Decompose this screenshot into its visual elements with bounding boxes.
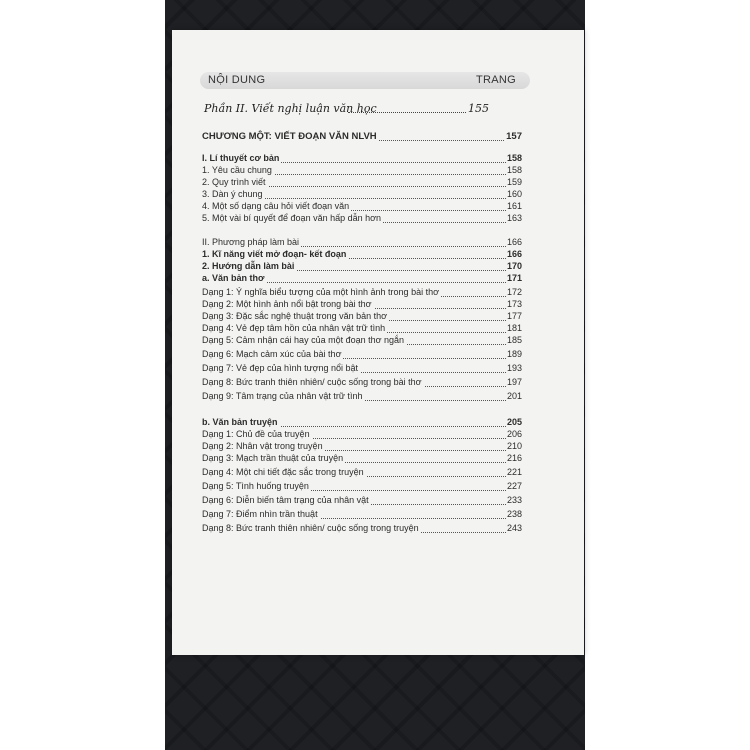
toc-entry-title: Dạng 3: Đặc sắc nghệ thuật trong văn bản thơ: [202, 311, 388, 321]
toc-entry: [202, 363, 522, 377]
toc-entry-page: 227: [506, 481, 522, 491]
toc-entry: [202, 467, 522, 481]
toc-entry-title: 1. Yêu cầu chung: [202, 165, 272, 175]
toc-entry-page: 160: [506, 189, 522, 199]
toc-entry-page: 193: [506, 363, 522, 373]
toc-entry-title: Dạng 1: Ý nghĩa biểu tượng của một hình ảnh trong bài thơ: [202, 287, 439, 297]
toc-entry-page: 197: [506, 377, 522, 387]
toc-entry-title: II. Phương pháp làm bài: [202, 237, 299, 247]
toc-entry-title: 2. Hướng dẫn làm bài: [202, 261, 295, 271]
toc-entry-title: 1. Kĩ năng viết mở đoạn- kết đoạn: [202, 249, 347, 259]
part-title: Phần II. Viết nghị luận văn học: [204, 102, 377, 115]
toc-entry-page: 172: [506, 287, 522, 297]
toc-entry-page: 210: [506, 441, 522, 451]
toc-entry-page: 243: [506, 523, 522, 533]
toc-entry-page: 177: [506, 311, 522, 321]
toc-entry-title: Dạng 2: Một hình ảnh nổi bật trong bài thơ: [202, 299, 372, 309]
toc-entry-page: 205: [506, 417, 522, 427]
toc-entry-page: 159: [506, 177, 522, 187]
toc-entry-page: 216: [506, 453, 522, 463]
toc-entry-page: 189: [506, 349, 522, 359]
part-dot-leader: [348, 112, 466, 113]
toc-entry-title: Dạng 6: Diễn biến tâm trạng của nhân vật: [202, 495, 369, 505]
toc-entry-title: b. Văn bản truyện: [202, 417, 278, 427]
toc-entry-page: 173: [506, 299, 522, 309]
toc-entry: [202, 377, 522, 391]
toc-entry: [202, 509, 522, 523]
toc-entry-page: 166: [506, 237, 522, 247]
toc-entry-title: I. Lí thuyết cơ bản: [202, 153, 280, 163]
toc-entry: [202, 495, 522, 509]
toc-entry-page: 171: [506, 273, 522, 283]
toc-entry-title: Dạng 1: Chủ đề của truyện: [202, 429, 310, 439]
toc-entry: [202, 523, 522, 537]
toc-entry-title: 5. Một vài bí quyết để đoạn văn hấp dẫn hơn: [202, 213, 382, 223]
book-page: [172, 30, 584, 655]
toc-entry: [202, 273, 522, 287]
toc-entry-page: 157: [506, 131, 522, 142]
toc-entry-page: 185: [506, 335, 522, 345]
toc-entry-page: 161: [506, 201, 522, 211]
toc-entry-page: 206: [506, 429, 522, 439]
toc-entry-page: 201: [506, 391, 522, 401]
toc-entry: [202, 391, 522, 405]
toc-entry-page: 233: [506, 495, 522, 505]
toc-entry-title: Dạng 5: Tình huống truyện: [202, 481, 309, 491]
part-page: 155: [468, 102, 489, 115]
toc-entry: [202, 349, 522, 363]
toc-entry-title: Dạng 7: Vẻ đẹp của hình tượng nổi bật: [202, 363, 359, 373]
toc-entry-title: Dạng 4: Vẻ đẹp tâm hồn của nhân vật trữ tình: [202, 323, 386, 333]
toc-entry-page: 221: [506, 467, 522, 477]
toc-header: [200, 72, 530, 89]
header-contents-label: NỘI DUNG: [208, 74, 266, 86]
toc-entry-title: Dạng 5: Cảm nhận cái hay của một đoạn thơ ngắn: [202, 335, 405, 345]
toc-entry: [202, 453, 522, 467]
toc-entry-title: 2. Quy trình viết: [202, 177, 266, 187]
toc-entry-page: 158: [506, 165, 522, 175]
toc-entry-page: 158: [506, 153, 522, 163]
toc-entry-title: 4. Một số dạng câu hỏi viết đoạn văn: [202, 201, 350, 211]
toc-entry-page: 170: [506, 261, 522, 271]
toc-entry-title: Dạng 3: Mạch trần thuật của truyện: [202, 453, 344, 463]
toc-entry: [202, 131, 522, 145]
toc-entry-title: Dạng 9: Tâm trạng của nhân vật trữ tình: [202, 391, 363, 401]
toc-entry-title: Dạng 6: Mạch cảm xúc của bài thơ: [202, 349, 342, 359]
header-page-label: TRANG: [476, 74, 516, 86]
toc-entry-title: Dạng 4: Một chi tiết đặc sắc trong truyện: [202, 467, 364, 477]
toc-entry-page: 181: [506, 323, 522, 333]
toc-entry: [202, 213, 522, 227]
toc-entry-title: Dạng 7: Điểm nhìn trần thuật: [202, 509, 318, 519]
toc-entry-title: Dạng 2: Nhân vật trong truyện: [202, 441, 323, 451]
toc-entry: [202, 335, 522, 349]
toc-entry-title: a. Văn bản thơ: [202, 273, 265, 283]
toc-entry-title: Dạng 8: Bức tranh thiên nhiên/ cuộc sống trong truyện: [202, 523, 419, 533]
toc-entry-title: Dạng 8: Bức tranh thiên nhiên/ cuộc sống trong bài thơ: [202, 377, 422, 387]
toc-entry-title: CHƯƠNG MỘT: VIẾT ĐOẠN VĂN NLVH: [202, 131, 377, 142]
toc-entry-page: 238: [506, 509, 522, 519]
toc-entry-title: 3. Dàn ý chung: [202, 189, 263, 199]
toc-entry-page: 163: [506, 213, 522, 223]
toc-entry: [202, 481, 522, 495]
toc-entry-page: 166: [506, 249, 522, 259]
